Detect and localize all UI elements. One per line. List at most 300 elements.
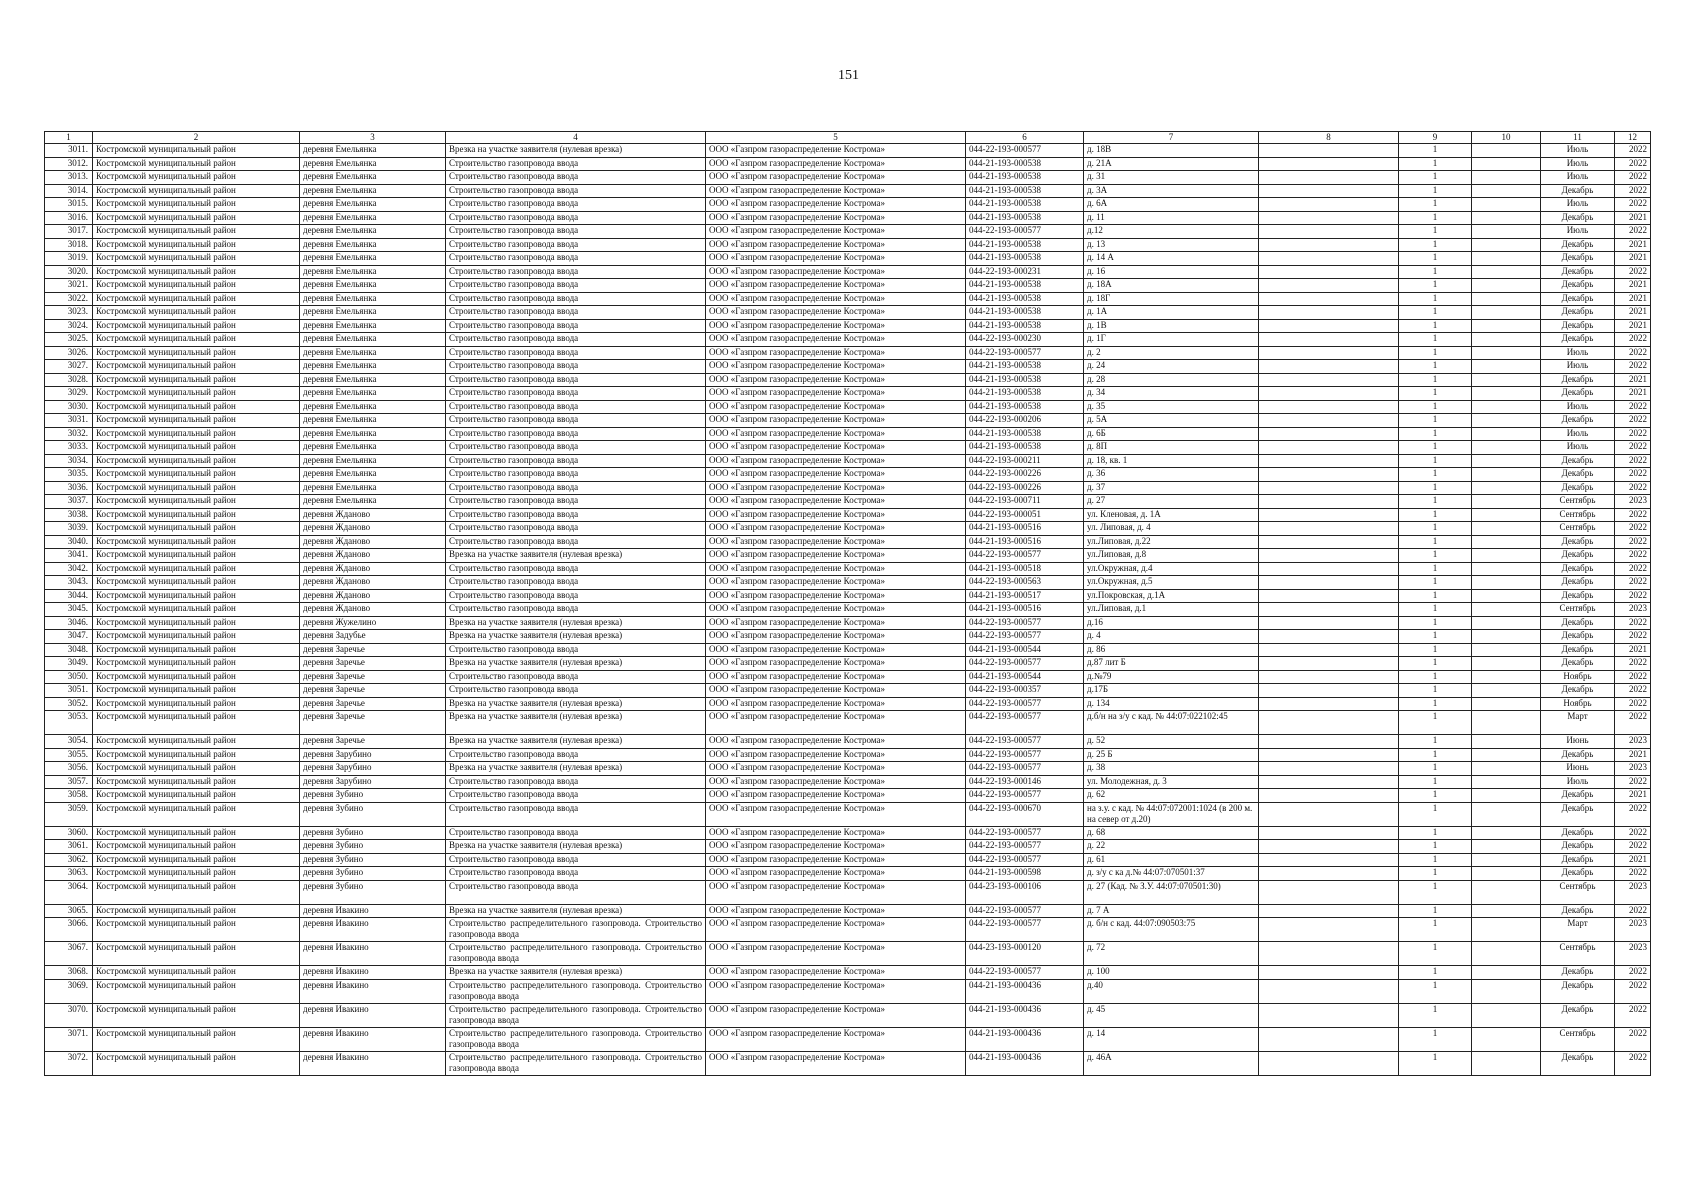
year-cell: 2021 — [1615, 853, 1651, 867]
organization-cell: ООО «Газпром газораспределение Кострома» — [706, 942, 966, 966]
village-cell: деревня Емельянка — [300, 238, 446, 252]
table-row — [45, 670, 1651, 684]
organization-cell: ООО «Газпром газораспределение Кострома» — [706, 562, 966, 576]
work-type-cell: Строительство газопровода ввода — [446, 427, 706, 441]
address-cell: д. 34 — [1084, 387, 1259, 401]
column-10-cell — [1472, 576, 1541, 590]
quantity-cell: 1 — [1399, 904, 1472, 918]
column-8-cell — [1259, 589, 1399, 603]
column-10-cell — [1472, 802, 1541, 826]
village-cell: деревня Емельянка — [300, 400, 446, 414]
district-cell: Костромской муниципальный район — [93, 441, 300, 455]
column-8-cell — [1259, 918, 1399, 942]
column-10-cell — [1472, 826, 1541, 840]
address-cell: д.№79 — [1084, 670, 1259, 684]
year-cell: 2023 — [1615, 880, 1651, 904]
column-10-cell — [1472, 657, 1541, 671]
organization-cell: ООО «Газпром газораспределение Кострома» — [706, 454, 966, 468]
address-cell: д. 62 — [1084, 789, 1259, 803]
year-cell: 2022 — [1615, 562, 1651, 576]
organization-cell: ООО «Газпром газораспределение Кострома» — [706, 225, 966, 239]
code-cell: 044-22-193-000577 — [966, 697, 1084, 711]
row-number-cell: 3063. — [45, 867, 93, 881]
column-header: 4 — [446, 132, 706, 144]
column-8-cell — [1259, 562, 1399, 576]
column-8-cell — [1259, 549, 1399, 563]
address-cell: д.б/н на з/у с кад. № 44:07:022102:45 — [1084, 711, 1259, 735]
column-10-cell — [1472, 252, 1541, 266]
table-row — [45, 468, 1651, 482]
table-row — [45, 711, 1651, 735]
work-type-cell: Строительство газопровода ввода — [446, 414, 706, 428]
table-row — [45, 481, 1651, 495]
organization-cell: ООО «Газпром газораспределение Кострома» — [706, 576, 966, 590]
month-cell: Декабрь — [1541, 414, 1615, 428]
row-number-cell: 3064. — [45, 880, 93, 904]
organization-cell: ООО «Газпром газораспределение Кострома» — [706, 319, 966, 333]
row-number-cell: 3043. — [45, 576, 93, 590]
quantity-cell: 1 — [1399, 157, 1472, 171]
work-type-cell: Строительство газопровода ввода — [446, 508, 706, 522]
year-cell: 2021 — [1615, 238, 1651, 252]
village-cell: деревня Емельянка — [300, 360, 446, 374]
row-number-cell: 3022. — [45, 292, 93, 306]
month-cell: Сентябрь — [1541, 1027, 1615, 1051]
month-cell: Сентябрь — [1541, 880, 1615, 904]
year-cell: 2022 — [1615, 535, 1651, 549]
column-8-cell — [1259, 157, 1399, 171]
year-cell: 2023 — [1615, 942, 1651, 966]
column-8-cell — [1259, 252, 1399, 266]
month-cell: Ноябрь — [1541, 697, 1615, 711]
district-cell: Костромской муниципальный район — [93, 184, 300, 198]
village-cell: деревня Зубино — [300, 826, 446, 840]
year-cell: 2022 — [1615, 630, 1651, 644]
work-type-cell: Строительство газопровода ввода — [446, 684, 706, 698]
month-cell: Декабрь — [1541, 279, 1615, 293]
address-cell: д. 31 — [1084, 171, 1259, 185]
code-cell: 044-22-193-000577 — [966, 748, 1084, 762]
work-type-cell: Строительство газопровода ввода — [446, 468, 706, 482]
address-cell: д. 52 — [1084, 735, 1259, 749]
month-cell: Июнь — [1541, 735, 1615, 749]
village-cell: деревня Емельянка — [300, 346, 446, 360]
month-cell: Июль — [1541, 427, 1615, 441]
row-number-cell: 3019. — [45, 252, 93, 266]
row-number-cell: 3015. — [45, 198, 93, 212]
table-row — [45, 697, 1651, 711]
table-row — [45, 840, 1651, 854]
district-cell: Костромской муниципальный район — [93, 880, 300, 904]
code-cell: 044-21-193-000538 — [966, 238, 1084, 252]
organization-cell: ООО «Газпром газораспределение Кострома» — [706, 522, 966, 536]
organization-cell: ООО «Газпром газораспределение Кострома» — [706, 252, 966, 266]
work-type-cell: Строительство распределительного газопровода. Строительство газопровода ввода — [446, 918, 706, 942]
month-cell: Сентябрь — [1541, 942, 1615, 966]
organization-cell: ООО «Газпром газораспределение Кострома» — [706, 1027, 966, 1051]
work-type-cell: Строительство газопровода ввода — [446, 495, 706, 509]
column-10-cell — [1472, 684, 1541, 698]
code-cell: 044-22-193-000211 — [966, 454, 1084, 468]
column-10-cell — [1472, 333, 1541, 347]
column-10-cell — [1472, 1003, 1541, 1027]
column-8-cell — [1259, 942, 1399, 966]
quantity-cell: 1 — [1399, 292, 1472, 306]
month-cell: Декабрь — [1541, 454, 1615, 468]
quantity-cell: 1 — [1399, 762, 1472, 776]
organization-cell: ООО «Газпром газораспределение Кострома» — [706, 279, 966, 293]
table-row — [45, 495, 1651, 509]
organization-cell: ООО «Газпром газораспределение Кострома» — [706, 441, 966, 455]
code-cell: 044-22-193-000577 — [966, 966, 1084, 980]
column-8-cell — [1259, 670, 1399, 684]
quantity-cell: 1 — [1399, 840, 1472, 854]
row-number-cell: 3070. — [45, 1003, 93, 1027]
quantity-cell: 1 — [1399, 802, 1472, 826]
column-10-cell — [1472, 535, 1541, 549]
year-cell: 2021 — [1615, 252, 1651, 266]
code-cell: 044-22-193-000230 — [966, 333, 1084, 347]
column-header: 3 — [300, 132, 446, 144]
row-number-cell: 3053. — [45, 711, 93, 735]
village-cell: деревня Жужелино — [300, 616, 446, 630]
district-cell: Костромской муниципальный район — [93, 684, 300, 698]
year-cell: 2022 — [1615, 697, 1651, 711]
column-10-cell — [1472, 1051, 1541, 1075]
column-8-cell — [1259, 468, 1399, 482]
column-10-cell — [1472, 748, 1541, 762]
column-10-cell — [1472, 427, 1541, 441]
month-cell: Сентябрь — [1541, 508, 1615, 522]
code-cell: 044-22-193-000577 — [966, 711, 1084, 735]
code-cell: 044-22-193-000577 — [966, 918, 1084, 942]
column-10-cell — [1472, 360, 1541, 374]
year-cell: 2022 — [1615, 184, 1651, 198]
code-cell: 044-22-193-000670 — [966, 802, 1084, 826]
code-cell: 044-21-193-000538 — [966, 279, 1084, 293]
column-8-cell — [1259, 454, 1399, 468]
district-cell: Костромской муниципальный район — [93, 265, 300, 279]
village-cell: деревня Емельянка — [300, 414, 446, 428]
organization-cell: ООО «Газпром газораспределение Кострома» — [706, 603, 966, 617]
district-cell: Костромской муниципальный район — [93, 319, 300, 333]
work-type-cell: Строительство газопровода ввода — [446, 441, 706, 455]
row-number-cell: 3013. — [45, 171, 93, 185]
column-8-cell — [1259, 360, 1399, 374]
month-cell: Март — [1541, 711, 1615, 735]
quantity-cell: 1 — [1399, 880, 1472, 904]
address-cell: д. 45 — [1084, 1003, 1259, 1027]
column-8-cell — [1259, 1051, 1399, 1075]
code-cell: 044-21-193-000538 — [966, 171, 1084, 185]
work-type-cell: Врезка на участке заявителя (нулевая врезка) — [446, 762, 706, 776]
table-row — [45, 414, 1651, 428]
column-8-cell — [1259, 184, 1399, 198]
quantity-cell: 1 — [1399, 616, 1472, 630]
month-cell: Декабрь — [1541, 211, 1615, 225]
year-cell: 2022 — [1615, 225, 1651, 239]
month-cell: Июль — [1541, 171, 1615, 185]
month-cell: Июль — [1541, 775, 1615, 789]
code-cell: 044-21-193-000538 — [966, 319, 1084, 333]
district-cell: Костромской муниципальный район — [93, 481, 300, 495]
code-cell: 044-21-193-000516 — [966, 535, 1084, 549]
address-cell: д. 24 — [1084, 360, 1259, 374]
address-cell: д. 21А — [1084, 157, 1259, 171]
row-number-cell: 3025. — [45, 333, 93, 347]
quantity-cell: 1 — [1399, 198, 1472, 212]
organization-cell: ООО «Газпром газораспределение Кострома» — [706, 684, 966, 698]
code-cell: 044-21-193-000538 — [966, 198, 1084, 212]
address-cell: д. 134 — [1084, 697, 1259, 711]
row-number-cell: 3061. — [45, 840, 93, 854]
table-row — [45, 535, 1651, 549]
address-cell: д. 18А — [1084, 279, 1259, 293]
row-number-cell: 3059. — [45, 802, 93, 826]
month-cell: Декабрь — [1541, 535, 1615, 549]
district-cell: Костромской муниципальный район — [93, 867, 300, 881]
organization-cell: ООО «Газпром газораспределение Кострома» — [706, 265, 966, 279]
work-type-cell: Строительство газопровода ввода — [446, 238, 706, 252]
column-8-cell — [1259, 171, 1399, 185]
table-row — [45, 576, 1651, 590]
row-number-cell: 3044. — [45, 589, 93, 603]
village-cell: деревня Емельянка — [300, 171, 446, 185]
column-10-cell — [1472, 643, 1541, 657]
row-number-cell: 3017. — [45, 225, 93, 239]
village-cell: деревня Заречье — [300, 684, 446, 698]
table-row — [45, 562, 1651, 576]
row-number-cell: 3031. — [45, 414, 93, 428]
work-type-cell: Строительство газопровода ввода — [446, 670, 706, 684]
code-cell: 044-22-193-000563 — [966, 576, 1084, 590]
village-cell: деревня Заречье — [300, 697, 446, 711]
column-8-cell — [1259, 853, 1399, 867]
quantity-cell: 1 — [1399, 549, 1472, 563]
row-number-cell: 3034. — [45, 454, 93, 468]
address-cell: д. 4 — [1084, 630, 1259, 644]
code-cell: 044-21-193-000538 — [966, 373, 1084, 387]
organization-cell: ООО «Газпром газораспределение Кострома» — [706, 198, 966, 212]
district-cell: Костромской муниципальный район — [93, 454, 300, 468]
month-cell: Декабрь — [1541, 549, 1615, 563]
month-cell: Декабрь — [1541, 265, 1615, 279]
month-cell: Декабрь — [1541, 1003, 1615, 1027]
page-number: 151 — [838, 68, 859, 83]
year-cell: 2022 — [1615, 802, 1651, 826]
year-cell: 2022 — [1615, 157, 1651, 171]
year-cell: 2022 — [1615, 481, 1651, 495]
quantity-cell: 1 — [1399, 522, 1472, 536]
work-type-cell: Строительство распределительного газопровода. Строительство газопровода ввода — [446, 1051, 706, 1075]
column-8-cell — [1259, 225, 1399, 239]
code-cell: 044-21-193-000538 — [966, 427, 1084, 441]
work-type-cell: Врезка на участке заявителя (нулевая врезка) — [446, 144, 706, 158]
column-10-cell — [1472, 454, 1541, 468]
year-cell: 2022 — [1615, 979, 1651, 1003]
organization-cell: ООО «Газпром газораспределение Кострома» — [706, 918, 966, 942]
year-cell: 2022 — [1615, 454, 1651, 468]
village-cell: деревня Емельянка — [300, 265, 446, 279]
column-header: 5 — [706, 132, 966, 144]
address-cell: д.17Б — [1084, 684, 1259, 698]
year-cell: 2023 — [1615, 762, 1651, 776]
column-10-cell — [1472, 306, 1541, 320]
address-cell: ул. Кленовая, д. 1А — [1084, 508, 1259, 522]
row-number-cell: 3021. — [45, 279, 93, 293]
village-cell: деревня Емельянка — [300, 211, 446, 225]
column-10-cell — [1472, 1027, 1541, 1051]
row-number-cell: 3014. — [45, 184, 93, 198]
organization-cell: ООО «Газпром газораспределение Кострома» — [706, 657, 966, 671]
district-cell: Костромской муниципальный район — [93, 670, 300, 684]
address-cell: ул.Окружная, д.4 — [1084, 562, 1259, 576]
row-number-cell: 3030. — [45, 400, 93, 414]
address-cell: д. 25 Б — [1084, 748, 1259, 762]
code-cell: 044-21-193-000538 — [966, 400, 1084, 414]
row-number-cell: 3057. — [45, 775, 93, 789]
year-cell: 2022 — [1615, 1051, 1651, 1075]
column-header: 9 — [1399, 132, 1472, 144]
year-cell: 2022 — [1615, 711, 1651, 735]
address-cell: д. 46А — [1084, 1051, 1259, 1075]
table-row — [45, 319, 1651, 333]
row-number-cell: 3035. — [45, 468, 93, 482]
address-cell: ул.Покровская, д.1А — [1084, 589, 1259, 603]
work-type-cell: Врезка на участке заявителя (нулевая врезка) — [446, 904, 706, 918]
year-cell: 2021 — [1615, 748, 1651, 762]
address-cell: д. 13 — [1084, 238, 1259, 252]
row-number-cell: 3036. — [45, 481, 93, 495]
quantity-cell: 1 — [1399, 481, 1472, 495]
month-cell: Июль — [1541, 144, 1615, 158]
column-10-cell — [1472, 292, 1541, 306]
column-10-cell — [1472, 225, 1541, 239]
address-cell: ул.Липовая, д.22 — [1084, 535, 1259, 549]
village-cell: деревня Емельянка — [300, 481, 446, 495]
row-number-cell: 3018. — [45, 238, 93, 252]
address-cell: д.40 — [1084, 979, 1259, 1003]
quantity-cell: 1 — [1399, 697, 1472, 711]
district-cell: Костромской муниципальный район — [93, 549, 300, 563]
table-row — [45, 427, 1651, 441]
month-cell: Декабрь — [1541, 306, 1615, 320]
column-8-cell — [1259, 265, 1399, 279]
column-10-cell — [1472, 468, 1541, 482]
table-row — [45, 867, 1651, 881]
address-cell: ул. Липовая, д. 4 — [1084, 522, 1259, 536]
district-cell: Костромской муниципальный район — [93, 711, 300, 735]
month-cell: Декабрь — [1541, 387, 1615, 401]
work-type-cell: Строительство распределительного газопровода. Строительство газопровода ввода — [446, 1027, 706, 1051]
column-8-cell — [1259, 495, 1399, 509]
month-cell: Декабрь — [1541, 684, 1615, 698]
column-10-cell — [1472, 762, 1541, 776]
village-cell: деревня Емельянка — [300, 157, 446, 171]
work-type-cell: Строительство газопровода ввода — [446, 360, 706, 374]
column-10-cell — [1472, 711, 1541, 735]
work-type-cell: Строительство газопровода ввода — [446, 562, 706, 576]
address-cell: д. 3А — [1084, 184, 1259, 198]
column-header: 11 — [1541, 132, 1615, 144]
work-type-cell: Строительство газопровода ввода — [446, 589, 706, 603]
work-type-cell: Врезка на участке заявителя (нулевая врезка) — [446, 549, 706, 563]
table-row — [45, 238, 1651, 252]
table-row — [45, 789, 1651, 803]
district-cell: Костромской муниципальный район — [93, 576, 300, 590]
year-cell: 2021 — [1615, 789, 1651, 803]
address-cell: д. 22 — [1084, 840, 1259, 854]
work-type-cell: Строительство газопровода ввода — [446, 789, 706, 803]
quantity-cell: 1 — [1399, 576, 1472, 590]
district-cell: Костромской муниципальный район — [93, 427, 300, 441]
quantity-cell: 1 — [1399, 279, 1472, 293]
village-cell: деревня Емельянка — [300, 225, 446, 239]
address-cell: д. 61 — [1084, 853, 1259, 867]
village-cell: деревня Зарубино — [300, 762, 446, 776]
work-type-cell: Строительство газопровода ввода — [446, 454, 706, 468]
year-cell: 2022 — [1615, 775, 1651, 789]
code-cell: 044-22-193-000577 — [966, 762, 1084, 776]
work-type-cell: Строительство газопровода ввода — [446, 333, 706, 347]
village-cell: деревня Емельянка — [300, 184, 446, 198]
district-cell: Костромской муниципальный район — [93, 400, 300, 414]
quantity-cell: 1 — [1399, 454, 1472, 468]
district-cell: Костромской муниципальный район — [93, 360, 300, 374]
column-8-cell — [1259, 144, 1399, 158]
village-cell: деревня Задубье — [300, 630, 446, 644]
organization-cell: ООО «Газпром газораспределение Кострома» — [706, 481, 966, 495]
address-cell: д. 18Г — [1084, 292, 1259, 306]
column-10-cell — [1472, 144, 1541, 158]
code-cell: 044-22-193-000577 — [966, 826, 1084, 840]
header-row — [45, 132, 1651, 144]
column-8-cell — [1259, 238, 1399, 252]
row-number-cell: 3045. — [45, 603, 93, 617]
district-cell: Костромской муниципальный район — [93, 603, 300, 617]
column-10-cell — [1472, 775, 1541, 789]
row-number-cell: 3054. — [45, 735, 93, 749]
column-8-cell — [1259, 576, 1399, 590]
village-cell: деревня Жданово — [300, 589, 446, 603]
code-cell: 044-22-193-000357 — [966, 684, 1084, 698]
address-cell: д. 7 А — [1084, 904, 1259, 918]
column-8-cell — [1259, 802, 1399, 826]
address-cell: д. 1Г — [1084, 333, 1259, 347]
year-cell: 2022 — [1615, 840, 1651, 854]
column-10-cell — [1472, 918, 1541, 942]
quantity-cell: 1 — [1399, 735, 1472, 749]
organization-cell: ООО «Газпром газораспределение Кострома» — [706, 697, 966, 711]
row-number-cell: 3033. — [45, 441, 93, 455]
address-cell: д. 27 — [1084, 495, 1259, 509]
village-cell: деревня Ивакино — [300, 1051, 446, 1075]
row-number-cell: 3041. — [45, 549, 93, 563]
column-10-cell — [1472, 157, 1541, 171]
address-cell: д. 1А — [1084, 306, 1259, 320]
column-10-cell — [1472, 373, 1541, 387]
column-8-cell — [1259, 427, 1399, 441]
work-type-cell: Строительство газопровода ввода — [446, 867, 706, 881]
month-cell: Сентябрь — [1541, 522, 1615, 536]
address-cell: д. 1В — [1084, 319, 1259, 333]
column-header: 12 — [1615, 132, 1651, 144]
village-cell: деревня Емельянка — [300, 427, 446, 441]
code-cell: 044-21-193-000544 — [966, 643, 1084, 657]
column-8-cell — [1259, 697, 1399, 711]
column-8-cell — [1259, 319, 1399, 333]
district-cell: Костромской муниципальный район — [93, 238, 300, 252]
